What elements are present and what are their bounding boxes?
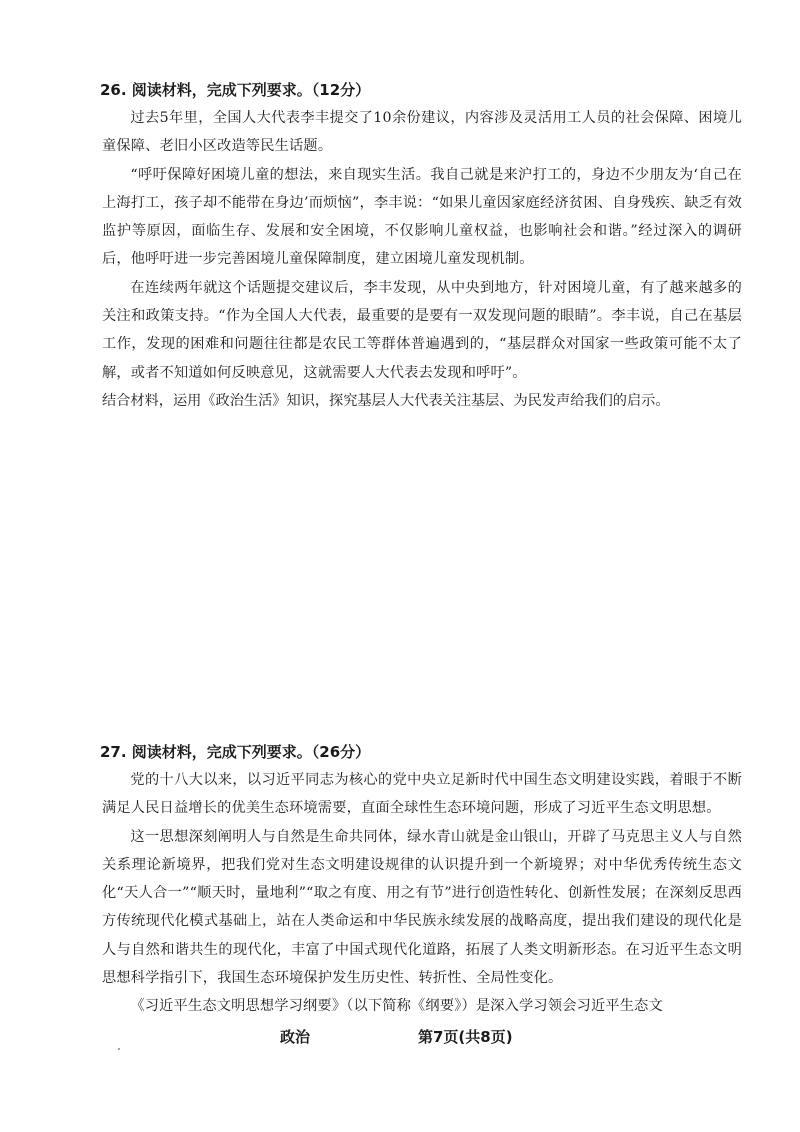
footer-subject: 政治 <box>280 1028 311 1046</box>
footer-page-number: 第7页(共8页) <box>418 1028 513 1046</box>
question-26-material-paragraph-1: 过去5年里，全国人大代表李丰提交了10余份建议，内容涉及灵活用工人员的社会保障、困境儿童保障、老旧小区改造等民生话题。 <box>102 110 742 155</box>
question-26-task: 结合材料，运用《政治生活》知识，探究基层人大代表关注基层、为民发声给我们的启示。 <box>102 392 670 409</box>
scan-speck <box>118 1048 120 1050</box>
question-27-material-paragraph-3: 《习近平生态文明思想学习纲要》（以下简称《纲要》）是深入学习领会习近平生态文 <box>130 998 663 1015</box>
question-26 <box>102 77 742 415</box>
answer-space-26 <box>102 450 742 730</box>
question-26-title: 26. 阅读材料，完成下列要求。（12分） <box>100 81 371 99</box>
question-26-material-paragraph-3: 在连续两年就这个话题提交建议后，李丰发现，从中央到地方，针对困境儿童，有了越来越多的关注和政策支持。“作为全国人大代表，最重要的是要有一双发现问题的眼睛”。李丰说，自己在基层工作，发现的困难和问题往往都是农民工等群体普遍遇到的，“基层群众对国家一些政策可能不太了解，或者不知道如何反映意见，这就需要人大代表去发现和呼吁”。 <box>102 279 742 381</box>
question-27-material-paragraph-1: 党的十八大以来，以习近平同志为核心的党中央立足新时代中国生态文明建设实践，着眼于不断满足人民日益增长的优美生态环境需要，直面全球性生态环境问题，形成了习近平生态文明思想。 <box>102 772 742 817</box>
question-27-material-paragraph-2: 这一思想深刻阐明人与自然是生命共同体，绿水青山就是金山银山，开辟了马克思主义人与自然关系理论新境界，把我们党对生态文明建设规律的认识提升到一个新境界；对中华优秀传统生态文化“天人合一”“顺天时，量地利”“取之有度、用之有节”进行创造性转化、创新性发展；在深刻反思西方传统现代化模式基础上，站在人类命运和中华民族永续发展的战略高度，提出我们建设的现代化是人与自然和谐共生的现代化，丰富了中国式现代化道路，拓展了人类文明新形态。在习近平生态文明思想科学指引下，我国生态环境保护发生历史性、转折性、全局性变化。 <box>102 828 742 987</box>
question-27 <box>102 739 742 1021</box>
question-26-material-paragraph-2: “呼吁保障好困境儿童的想法，来自现实生活。我自己就是来沪打工的，身边不少朋友为‘自己在上海打工，孩子却不能带在身边’而烦恼”，李丰说：“如果儿童因家庭经济贫困、自身残疾、缺乏有效监护等原因，面临生存、发展和安全困境，不仅影响儿童权益，也影响社会和谐。”经过深入的调研后，他呼吁进一步完善困境儿童保障制度，建立困境儿童发现机制。 <box>102 166 742 268</box>
question-27-title: 27. 阅读材料，完成下列要求。（26分） <box>100 743 371 761</box>
